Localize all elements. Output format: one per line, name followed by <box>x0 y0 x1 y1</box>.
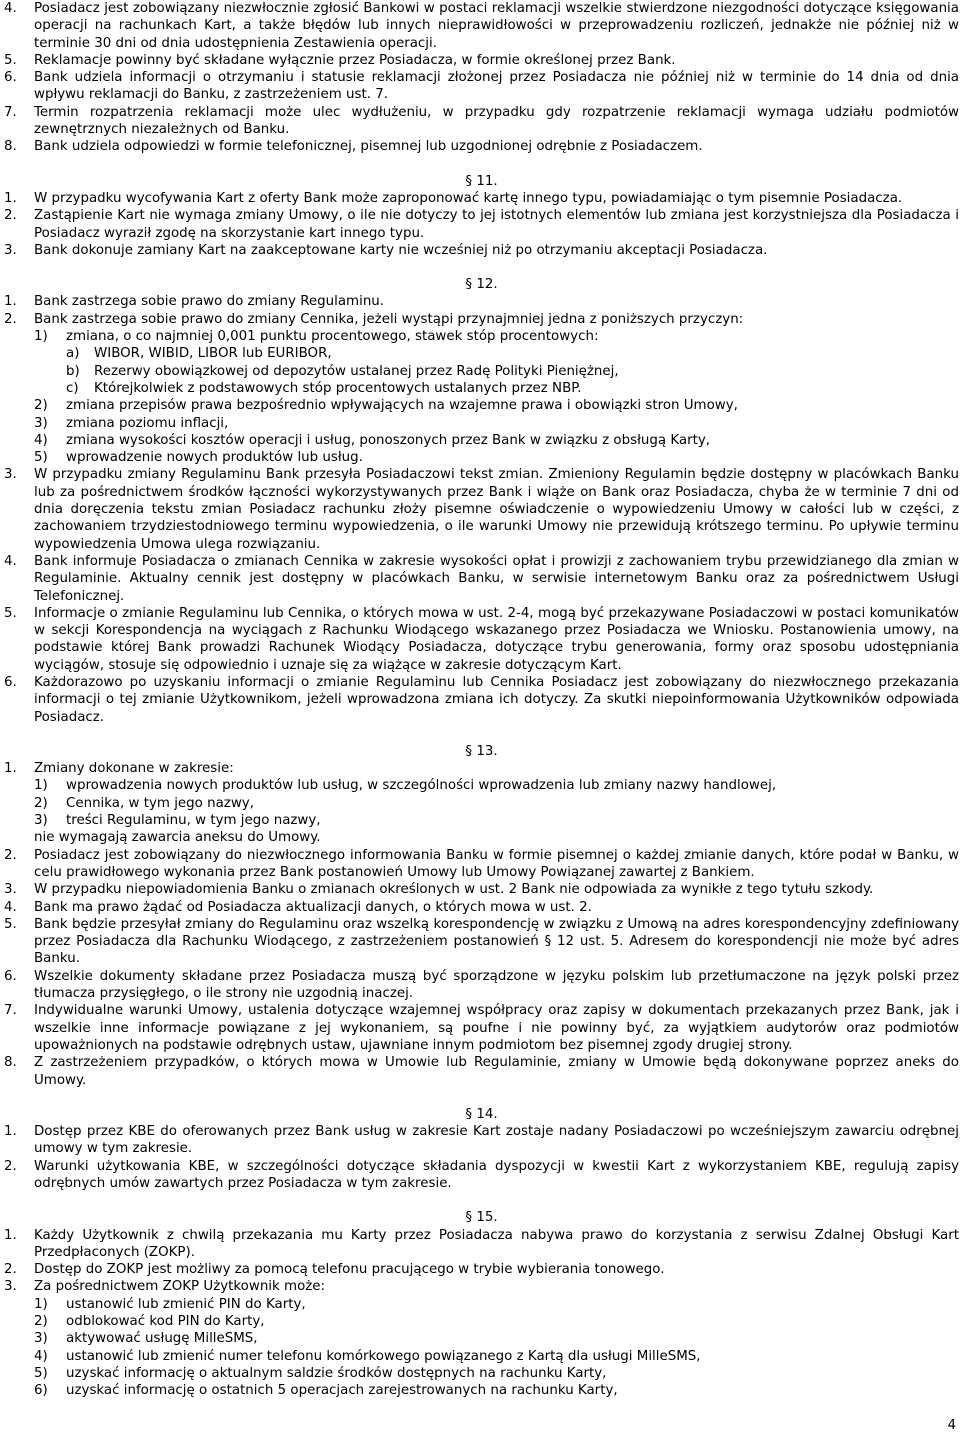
item-number: 1) <box>34 1296 48 1312</box>
item-text: Każdorazowo po uzyskaniu informacji o zmianie Regulaminu lub Cennika Posiadacz jest zobowiązany do niezwłocznego przekazania informacji o tej zmianie Użytkownikom, jeżeli wprowadzona zmiana ich dotyczy. Za skutki niepoinformowania Użytkowników odpowiada Posiadacz. <box>34 674 959 725</box>
sub-point <box>34 328 959 345</box>
item-number: 2) <box>34 1314 48 1330</box>
sub-point <box>34 415 959 432</box>
item-text: W przypadku zmiany Regulaminu Bank przesyła Posiadaczowi tekst zmian. Zmieniony Regulamin będzie dostępny w placówkach Banku lub za pośrednictwem środków łączności wykorzystywanych przez Bank i wiąże on Bank oraz Posiadacza, chyba że w terminie 7 dni od dnia doręczenia tekstu zmian Posiadacz rachunku złoży pisemne oświadczenie o wypowiedzeniu Umowy w całości lub w części, z zachowaniem trzydziestodniowego terminu wypowiedzenia, o ile warunki Umowy nie przewidują krótszego terminu. Po upływie terminu wypowiedzenia Umowa ulega rozwiązaniu. <box>34 467 959 552</box>
item-number: b) <box>66 363 80 379</box>
numbered-paragraph <box>4 311 959 328</box>
item-text: Rezerwy obowiązkowej od depozytów ustalanej przez Radę Polityki Pieniężnej, <box>94 363 619 379</box>
item-text: Bank udziela odpowiedzi w formie telefonicznej, pisemnej lub uzgodnionej odrębnie z Posiadaczem. <box>34 139 703 155</box>
numbered-paragraph <box>4 847 959 882</box>
item-text: Informacje o zmianie Regulaminu lub Cennika, o których mowa w ust. 2-4, mogą być przekazywane Posiadaczowi w postaci komunikatów w sekcji Korespondencja na wyciągach z Rachunku Wiodącego wskazanego przez Posiadacza we Wniosku. Postanowienia umowy, na podstawie której Bank prowadzi Rachunek Wiodący Posiadacza, dotyczące trybu generowania, formy oraz sposobu udostępniania wyciągów, stosuje się odpowiednio i uznaje się za wiążące w zakresie dotyczącym Kart. <box>34 605 959 673</box>
item-text: ustanowić lub zmienić PIN do Karty, <box>66 1296 306 1312</box>
section-heading: § 15. <box>465 1210 498 1226</box>
item-text: ustanowić lub zmienić numer telefonu komórkowego powiązanego z Kartą dla usługi MilleSMS, <box>66 1348 701 1364</box>
numbered-paragraph <box>4 1278 959 1295</box>
item-number: 1. <box>4 1124 17 1140</box>
item-number: 2. <box>4 1158 17 1174</box>
item-number: 8. <box>4 139 17 155</box>
item-text: Bank dokonuje zamiany Kart na zaakceptowane karty nie wcześniej niż po otrzymaniu akceptacji Posiadacza. <box>34 242 768 258</box>
item-number: 6. <box>4 674 17 690</box>
sub-point <box>34 1348 959 1365</box>
item-text: zmiana wysokości kosztów operacji i usług, ponoszonych przez Bank w związku z obsługą Karty, <box>66 432 711 448</box>
item-number: 3) <box>34 1331 48 1347</box>
item-number: 6. <box>4 968 17 984</box>
item-text: treści Regulaminu, w tym jego nazwy, <box>66 813 321 829</box>
sub-sub-point <box>66 380 959 397</box>
item-text: Posiadacz jest zobowiązany niezwłocznie zgłosić Bankowi w postaci reklamacji wszelkie stwierdzone niezgodności dotyczące księgowania operacji na rachunkach Kart, a także błędów lub innych nieprawidłowości w przeprowadzeniu rozliczeń, jednakże nie później niż w terminie 30 dni od dnia udostępnienia Zestawienia operacji. <box>34 1 959 51</box>
numbered-paragraph <box>4 104 959 139</box>
sub-point <box>34 1330 959 1347</box>
item-number: 5. <box>4 605 17 621</box>
numbered-paragraph <box>4 674 959 726</box>
item-text: wprowadzenie nowych produktów lub usług. <box>66 450 363 466</box>
item-text: Indywidualne warunki Umowy, ustalenia dotyczące wzajemnej współpracy oraz zapisy w dokumentach przekazanych przez Bank, jak i wszelkie inne informacje powiązane z jej wykonaniem, są poufne i nie powinny być, za wyjątkiem audytorów oraz podmiotów upoważnionych na podstawie odrębnych ustaw, ujawniane innym podmiotom bez pisemnej zgody drugiej strony. <box>34 1003 959 1053</box>
item-text: Zastąpienie Kart nie wymaga zmiany Umowy, o ile nie dotyczy to jej istotnych elementów lub zmiana jest korzystniejsza dla Posiadacza i Posiadacz wyraził zgodę na skorzystanie kart innego typu. <box>34 208 959 241</box>
item-number: 7. <box>4 104 17 120</box>
item-number: 4) <box>34 1348 48 1364</box>
numbered-paragraph <box>4 52 959 69</box>
section-heading: § 12. <box>465 277 498 293</box>
sub-point <box>34 397 959 414</box>
item-text: zmiana poziomu inflacji, <box>66 415 229 431</box>
numbered-paragraph <box>4 1002 959 1054</box>
item-number: a) <box>66 346 80 362</box>
item-text: odblokować kod PIN do Karty, <box>66 1314 265 1330</box>
item-text: aktywować usługę MilleSMS, <box>66 1331 258 1347</box>
item-number: 3. <box>4 882 17 898</box>
numbered-paragraph <box>4 1227 959 1262</box>
sub-point <box>34 812 959 829</box>
sub-point <box>34 795 959 812</box>
item-number: 1) <box>34 778 48 794</box>
item-text: Zmiany dokonane w zakresie: <box>34 761 234 777</box>
item-number: 2. <box>4 208 17 224</box>
numbered-paragraph <box>4 899 959 916</box>
sub-sub-point <box>66 363 959 380</box>
item-number: 3) <box>34 813 48 829</box>
item-number: 3. <box>4 467 17 483</box>
numbered-paragraph <box>4 242 959 259</box>
item-number: 2) <box>34 398 48 414</box>
item-text: Wszelkie dokumenty składane przez Posiadacza muszą być sporządzone w języku polskim lub przetłumaczone na język polski przez tłumacza przysięgłego, o ile strony nie uzgodnią inaczej. <box>34 968 959 1002</box>
section-heading: § 11. <box>465 173 498 189</box>
item-text: Bank będzie przesyłał zmiany do Regulaminu oraz wszelką korespondencję w związku z Umową na adres korespondencyjny zdefiniowany przez Posiadacza dla Rachunku Wiodącego, z zastrzeżeniem postanowień § 12 ust. 5. Adresem do korespondencji nie może być adres Banku. <box>34 916 959 967</box>
item-number: 3) <box>34 415 48 431</box>
item-number: 7. <box>4 1003 17 1019</box>
numbered-paragraph <box>4 605 959 674</box>
sub-point <box>34 449 959 466</box>
numbered-paragraph <box>4 466 959 552</box>
item-number: 5. <box>4 916 17 932</box>
item-text: Za pośrednictwem ZOKP Użytkownik może: <box>34 1279 326 1295</box>
numbered-paragraph <box>4 207 959 242</box>
item-text: uzyskać informację o ostatnich 5 operacjach zarejestrowanych na rachunku Karty, <box>66 1383 618 1399</box>
item-number: 8. <box>4 1055 17 1071</box>
numbered-paragraph <box>4 1054 959 1089</box>
sub-point <box>34 1382 959 1399</box>
item-number: 4. <box>4 899 17 915</box>
item-text: Dostęp do ZOKP jest możliwy za pomocą telefonu pracującego w trybie wybierania tonowego. <box>34 1262 665 1278</box>
numbered-paragraph <box>4 1158 959 1193</box>
item-text: Bank zastrzega sobie prawo do zmiany Regulaminu. <box>34 294 385 310</box>
sub-point <box>34 1365 959 1382</box>
item-text: zmiana przepisów prawa bezpośrednio wpływających na wzajemne prawa i obowiązki stron Umowy, <box>66 398 738 414</box>
section-heading: § 13. <box>465 743 498 759</box>
sub-point <box>34 1313 959 1330</box>
numbered-paragraph <box>4 968 959 1003</box>
item-text: Z zastrzeżeniem przypadków, o których mowa w Umowie lub Regulaminie, zmiany w Umowie będą dokonywane poprzez aneks do Umowy. <box>34 1055 959 1088</box>
item-number: 2. <box>4 311 17 327</box>
item-text: WIBOR, WIBID, LIBOR lub EURIBOR, <box>94 346 332 362</box>
item-text: Cennika, w tym jego nazwy, <box>66 795 254 811</box>
sub-point <box>34 777 959 794</box>
item-text: Którejkolwiek z podstawowych stóp procentowych ustalanych przez NBP. <box>94 380 582 396</box>
item-number: 1. <box>4 190 17 206</box>
numbered-paragraph <box>4 69 959 104</box>
item-number: 4. <box>4 1 17 16</box>
item-number: 2. <box>4 1262 17 1278</box>
numbered-paragraph <box>4 916 959 968</box>
item-text: Termin rozpatrzenia reklamacji może ulec wydłużeniu, w przypadku gdy rozpatrzenie reklamacji wymaga udziału podmiotów zewnętrznych niezależnych od Banku. <box>34 104 959 138</box>
item-text: Posiadacz jest zobowiązany do niezwłocznego informowania Banku w formie pisemnej o każdej zmianie danych, które podał w Banku, w celu prawidłowego wykonania przez Bank postanowień Umowy lub Umowy Powiązanej zawartej z Bankiem. <box>34 847 959 880</box>
item-text: wprowadzenia nowych produktów lub usług, w szczególności wprowadzenia lub zmiany nazwy handlowej, <box>66 778 777 794</box>
item-number: 3. <box>4 1279 17 1295</box>
item-number: 2. <box>4 847 17 863</box>
sub-point <box>34 432 959 449</box>
item-number: 5) <box>34 450 48 466</box>
item-text: Bank informuje Posiadacza o zmianach Cennika w zakresie wysokości opłat i prowizji z zachowaniem trybu przewidzianego dla zmian w Regulaminie. Aktualny cennik jest dostępny w placówkach Banku, w serwisie internetowym Banku oraz za pośrednictwem Usługi Telefonicznej. <box>34 553 959 604</box>
item-number: 4. <box>4 553 17 569</box>
item-number: 1. <box>4 761 17 777</box>
item-text: Reklamacje powinny być składane wyłącznie przez Posiadacza, w formie określonej przez Bank. <box>34 52 676 68</box>
numbered-paragraph <box>4 760 959 777</box>
item-number: 6. <box>4 70 17 86</box>
item-number: 1. <box>4 294 17 310</box>
item-text: Bank zastrzega sobie prawo do zmiany Cennika, jeżeli wystąpi przynajmniej jedna z poniższych przyczyn: <box>34 311 744 327</box>
item-text: W przypadku niepowiadomienia Banku o zmianach określonych w ust. 2 Bank nie odpowiada za wynikłe z tego tytułu szkody. <box>34 882 874 898</box>
item-text: Dostęp przez KBE do oferowanych przez Bank usług w zakresie Kart zostaje nadany Posiadaczowi po wcześniejszym zawarciu odrębnej umowy w tym zakresie. <box>34 1124 959 1157</box>
item-number: 5) <box>34 1365 48 1381</box>
numbered-paragraph <box>4 881 959 898</box>
item-text: Bank udziela informacji o otrzymaniu i statusie reklamacji złożonej przez Posiadacza nie później niż w terminie do 14 dnia od dnia wpływu reklamacji do Banku, z zastrzeżeniem ust. 7. <box>34 70 959 103</box>
document-body <box>4 0 959 1400</box>
page-number: 4 <box>947 1417 956 1433</box>
item-number: 1. <box>4 1227 17 1243</box>
item-text: W przypadku wycofywania Kart z oferty Bank może zaproponować kartę innego typu, powiadamiając o tym pisemnie Posiadacza. <box>34 190 903 206</box>
numbered-paragraph <box>4 1123 959 1158</box>
item-number: 3. <box>4 242 17 258</box>
item-number: 4) <box>34 432 48 448</box>
numbered-paragraph <box>4 553 959 605</box>
item-number: 1) <box>34 329 48 345</box>
numbered-paragraph <box>4 293 959 310</box>
numbered-paragraph <box>4 0 959 52</box>
sub-point <box>34 1296 959 1313</box>
item-number: 6) <box>34 1383 48 1399</box>
item-text: Bank ma prawo żądać od Posiadacza aktualizacji danych, o których mowa w ust. 2. <box>34 899 592 915</box>
item-number: 2) <box>34 795 48 811</box>
item-text: Warunki użytkowania KBE, w szczególności dotyczące składania dyspozycji w kwestii Kart z wykorzystaniem KBE, regulują zapisy odrębnych umów zawartych przez Posiadacza w tym zakresie. <box>34 1158 959 1191</box>
numbered-paragraph <box>4 138 959 155</box>
item-text: uzyskać informację o aktualnym saldzie środków dostępnych na rachunku Karty, <box>66 1365 607 1381</box>
item-text: zmiana, o co najmniej 0,001 punktu procentowego, stawek stóp procentowych: <box>66 329 599 345</box>
numbered-paragraph <box>4 190 959 207</box>
item-text: Każdy Użytkownik z chwilą przekazania mu Karty przez Posiadacza nabywa prawo do korzystania z serwisu Zdalnej Obsługi Kart Przedpłaconych (ZOKP). <box>34 1227 959 1260</box>
section-heading: § 14. <box>465 1106 498 1122</box>
item-number: c) <box>66 380 79 396</box>
item-number: 5. <box>4 52 17 68</box>
continuation-text: nie wymagają zawarcia aneksu do Umowy. <box>34 830 321 846</box>
sub-sub-point <box>66 345 959 362</box>
numbered-paragraph <box>4 1261 959 1278</box>
